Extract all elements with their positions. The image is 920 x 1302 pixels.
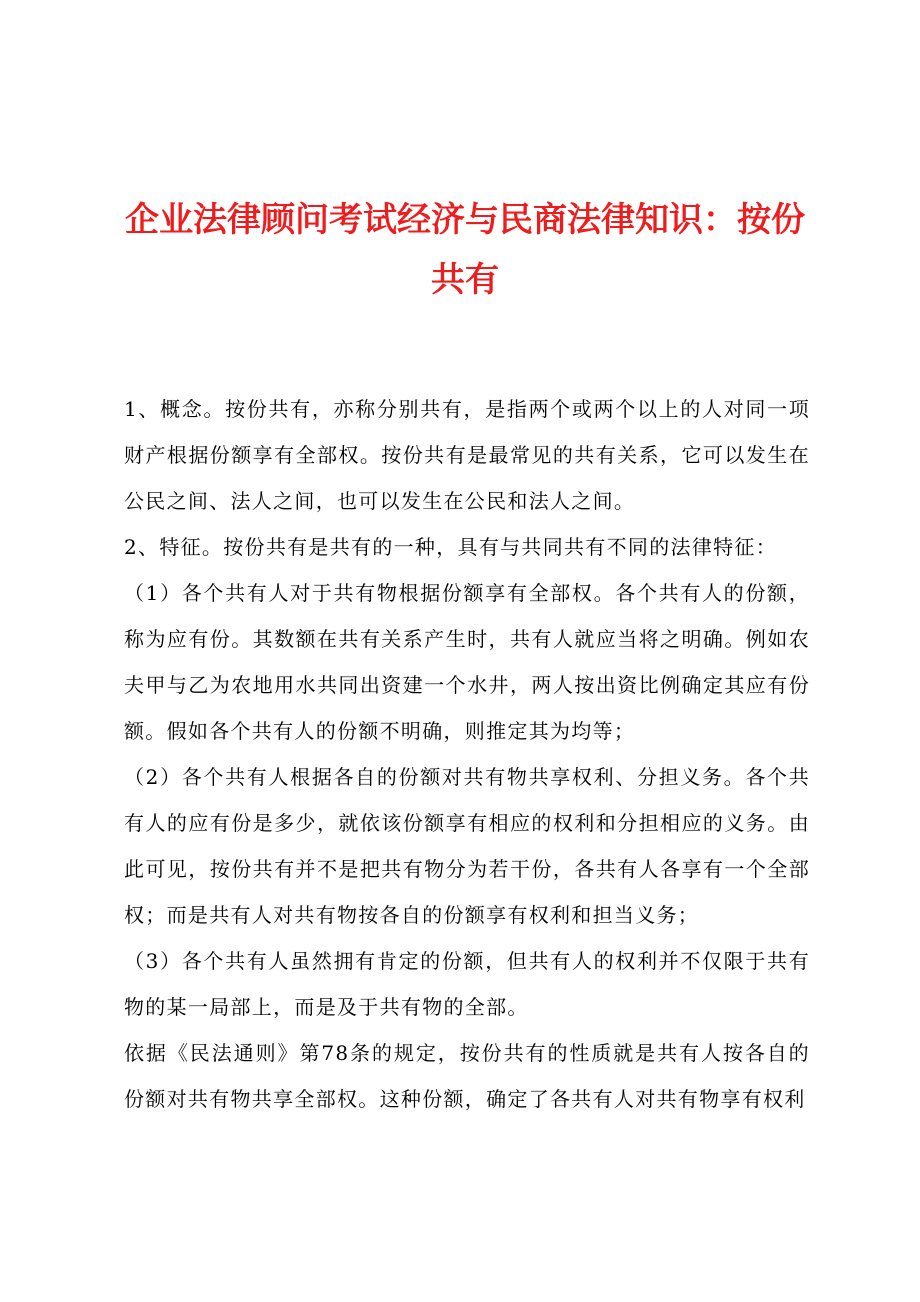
paragraph-features-intro: 2、特征。按份共有是共有的一种，具有与共同共有不同的法律特征： bbox=[124, 535, 778, 559]
paragraph-legal-basis: 依据《民法通则》第78条的规定，按份共有的性质就是共有人按各自的份额对共有物共享全部权。这种份额，确定了各共有人对共有物享有权利 bbox=[124, 1041, 810, 1111]
document-body bbox=[124, 386, 810, 1122]
paragraph-feature-1: （1）各个共有人对于共有物根据份额享有全部权。各个共有人的份额，称为应有份。其数额在共有关系产生时，共有人就应当将之明确。例如农夫甲与乙为农地用水共同出资建一个水井，两人按出资比例确定其应有份额。假如各个共有人的份额不明确，则推定其为均等； bbox=[124, 581, 810, 743]
document-title: 企业法律顾问考试经济与民商法律知识：按份共有 bbox=[125, 200, 805, 300]
paragraph-feature-3: （3）各个共有人虽然拥有肯定的份额，但共有人的权利并不仅限于共有物的某一局部上，而是及于共有物的全部。 bbox=[124, 949, 810, 1019]
paragraph-concept: 1、概念。按份共有，亦称分别共有，是指两个或两个以上的人对同一项财产根据份额享有全部权。按份共有是最常见的共有关系，它可以发生在公民之间、法人之间，也可以发生在公民和法人之间。 bbox=[124, 397, 810, 513]
paragraph-feature-2: （2）各个共有人根据各自的份额对共有物共享权利、分担义务。各个共有人的应有份是多少，就依该份额享有相应的权利和分担相应的义务。由此可见，按份共有并不是把共有物分为若干份，各共有人各享有一个全部权；而是共有人对共有物按各自的份额享有权利和担当义务； bbox=[124, 765, 810, 927]
